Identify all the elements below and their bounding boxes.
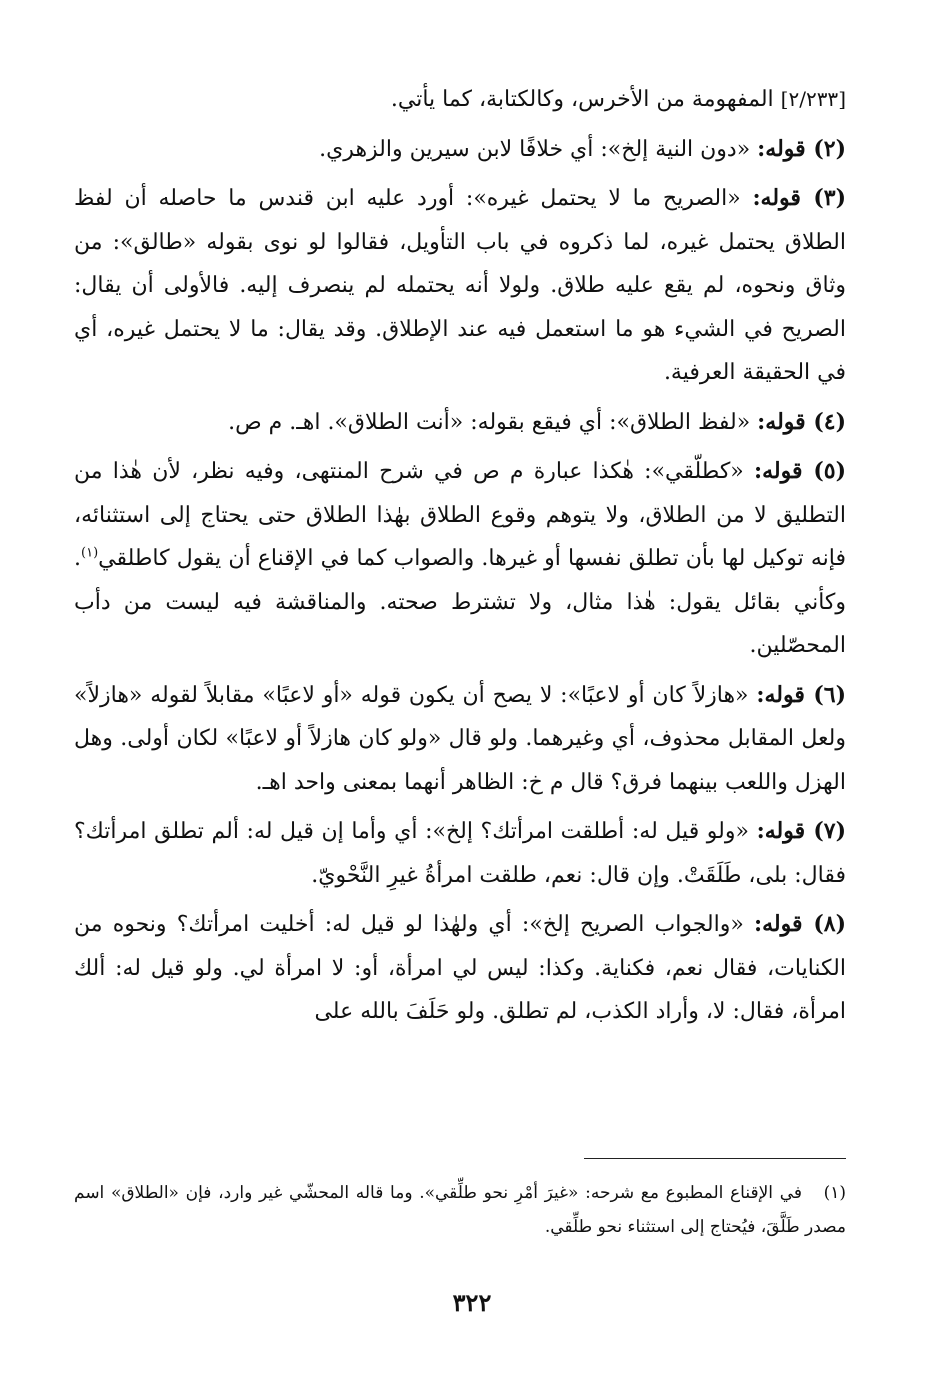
paragraph-text: «دون النية إلخ»: أي خلافًا لابن سيرين والزهري. [319, 136, 751, 162]
paragraph-lead: (٥) قوله: [753, 458, 846, 484]
paragraph-2 [74, 128, 846, 172]
footnote-divider [584, 1158, 846, 1159]
paragraph-8 [74, 903, 846, 1034]
paragraph-text: «هازلاً كان أو لاعبًا»: لا يصح أن يكون قوله «أو لاعبًا» مقابلاً لقوله «هازلاً» ولعل المقابل محذوف، أي وغيرهما. ولو قال «ولو كان هازلاً أو لاعبًا» لكان أولى. وهل الهزل واللعب بينهما فرق؟ قال م خ: الظاهر أنهما بمعنى واحد اهـ. [74, 682, 846, 795]
paragraph-lead: (٤) قوله: [757, 408, 846, 435]
footnote-marker: (١) [81, 545, 99, 561]
main-text [74, 78, 846, 1040]
paragraph-5 [74, 450, 846, 668]
footnote-text: في الإقناع المطبوع مع شرحه: «غيرَ أمْرِ نحو طلِّقي». وما قاله المحشّي غير وارد، فإن «الطلاق» اسم مصدر طَلَّقَ، فيُحتاج إلى استثناء نحو طلِّقي. [74, 1183, 846, 1237]
paragraph-7 [74, 810, 846, 897]
page-reference: [٢/٢٣٣] [780, 87, 846, 111]
paragraph-lead: (٨) قوله: [754, 911, 847, 937]
page-number: ٣٢٢ [452, 1288, 492, 1317]
paragraph-lead: (٢) قوله: [757, 135, 846, 162]
paragraph-text: «الصريح ما لا يحتمل غيره»: أورد عليه ابن قندس ما حاصله أن لفظ الطلاق يحتمل غيره، لما ذكروه في باب التأويل، فقالوا لو نوى بقوله «طالق»: من وثاق ونحوه، لم يقع عليه طلاق. ولولا أنه يحتمله لم ينصرف إليه. فالأولى أن يقال: الصريح في الشيء هو ما استعمل فيه عند الإطلاق. وقد يقال: ما لا يحتمل غيره، أي في الحقيقة العرفية. [74, 186, 846, 385]
paragraph-lead: (٣) قوله: [752, 185, 846, 211]
paragraph-text: المفهومة من الأخرس، وكالكتابة، كما يأتي. [390, 87, 774, 112]
paragraph-3 [74, 177, 846, 395]
paragraph-4 [74, 401, 846, 445]
footnote-number: (١) [823, 1183, 846, 1203]
paragraph-6 [74, 674, 846, 805]
paragraph-text-continued: . وكأني بقائل يقول: هٰذا مثال، ولا تشترط صحته. والمناقشة فيه ليست من دأب المحصّلين. [74, 546, 846, 658]
paragraph-text: «لفظ الطلاق»: أي فيقع بقوله: «أنت الطلاق». اهـ. م ص. [228, 409, 751, 435]
paragraph-text: «ولو قيل له: أطلقت امرأتك؟ إلخ»: أي وأما إن قيل له: ألم تطلق امرأتك؟ فقال: بلى، طَلَقَتْ. وإن قال: نعم، طلقت امرأةُ غيرِ النَّحْويّ. [74, 819, 846, 888]
paragraph-1 [74, 78, 846, 122]
paragraph-lead: (٧) قوله: [756, 818, 847, 844]
footnote [74, 1176, 846, 1244]
paragraph-text: «كطلّقي»: هٰكذا عبارة م ص في شرح المنتهى، وفيه نظر، لأن هٰذا من التطليق لا من الطلاق، ولا يتوهم وقوع الطلاق بهٰذا الطلاق حتى يحتاج إلى استثنائه، فإنه توكيل لها بأن تطلق نفسها أو غيرها. والصواب كما في الإقناع أن يقول كاطلقي [74, 459, 846, 571]
paragraph-lead: (٦) قوله: [756, 681, 847, 708]
paragraph-text: «والجواب الصريح إلخ»: أي ولهٰذا لو قيل له: أخليت امرأتك؟ ونحوه من الكنايات، فقال نعم، فكناية. وكذا: ليس لي امرأة، أو: لا امرأة لي. ولو قيل له: ألك امرأة، فقال: لا، وأراد الكذب، لم تطلق. ولو حَلَفَ بالله على [74, 912, 846, 1024]
